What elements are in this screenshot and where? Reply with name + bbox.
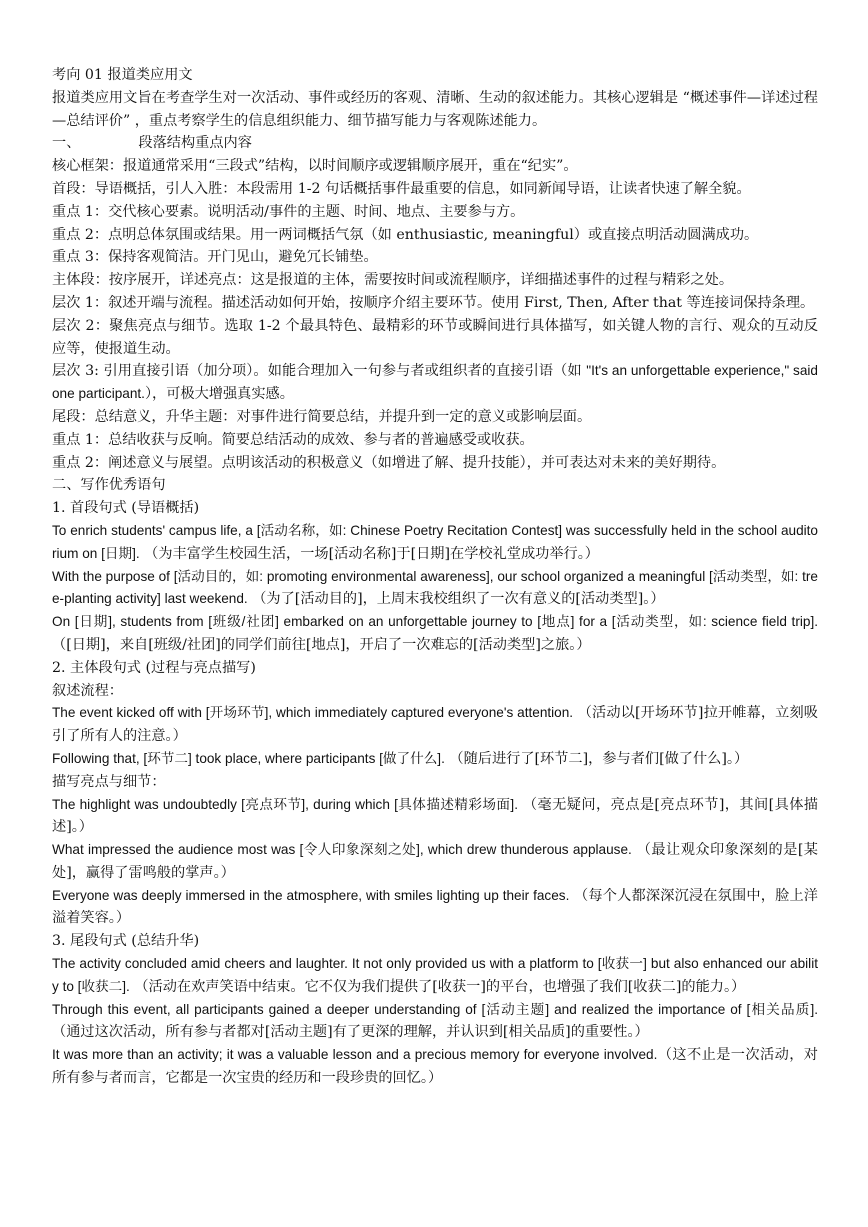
subheading-narrative: 叙述流程： xyxy=(52,682,123,699)
body-level-1: 层次 1：叙述开端与流程。描述活动如何开始，按顺序介绍主要环节。使用 First, Then, After that 等连接词保持条理。 xyxy=(52,294,815,311)
example-en: It was more than an activity; it was a valuable lesson and a precious memory for everyone involved. xyxy=(52,1047,658,1063)
example-en: The highlight was undoubtedly [亮点环节], during which [具体描述精彩场面]. xyxy=(52,796,518,812)
subsection-3-title: 3. 尾段句式 (总结升华) xyxy=(52,933,200,950)
example-sentence xyxy=(52,520,818,566)
example-cn: （活动以[开场环节]拉开帷幕，立刻吸引了所有人的注意。） xyxy=(52,705,818,745)
example-cn: （这不止是一次活动，对所有参与者而言，它都是一次宝贵的经历和一段珍贵的回忆。） xyxy=(52,1047,818,1087)
body-level-3 xyxy=(52,360,818,406)
example-sentence xyxy=(52,794,818,840)
body-level-3-end: ），可极大增强真实感。 xyxy=(144,386,294,403)
example-en: The event kicked off with [开场环节], which immediately captured everyone's attention. xyxy=(52,705,574,721)
example-en: The activity concluded amid cheers and laughter. It not only provided us with a platform to [收获一] but also enhanced our ability to [收获二]. xyxy=(52,956,818,994)
subheading-highlights: 描写亮点与细节： xyxy=(52,773,166,790)
example-en: What impressed the audience most was [令人印象深刻之处], which drew thunderous applause. xyxy=(52,842,632,858)
section-1-title: 段落结构重点内容 xyxy=(138,135,252,152)
example-sentence xyxy=(52,885,818,931)
subsection-2-title: 2. 主体段句式 (过程与亮点描写) xyxy=(52,659,256,676)
example-sentence xyxy=(52,702,818,748)
example-en: To enrich students' campus life, a [活动名称，如: Chinese Poetry Recitation Contest] was successfully held in the school auditorium on [日期]. xyxy=(52,522,818,561)
example-cn: （随后进行了[环节二]，参与者们[做了什么]。） xyxy=(449,750,749,767)
example-cn: （最让观众印象深刻的是[某处]，赢得了雷鸣般的掌声。） xyxy=(52,842,818,881)
subsection-1-title: 1. 首段句式 (导语概括) xyxy=(52,500,200,517)
example-cn: （[日期]，来自[班级/社团]的同学们前往[地点]，开启了一次难忘的[活动类型]之旅。） xyxy=(52,636,591,653)
doc-title: 考向 01 报道类应用文 xyxy=(52,67,193,83)
section-1-heading xyxy=(52,132,818,155)
last-key-1: 重点 1：总结收获与反响。简要总结活动的成效、参与者的普遍感受或收获。 xyxy=(52,431,534,448)
body-paragraph-rule: 主体段：按序展开，详述亮点：这是报道的主体，需要按时间或流程顺序，详细描述事件的过程与精彩之处。 xyxy=(52,272,734,289)
example-sentence xyxy=(52,999,818,1045)
body-level-3-quote: "It's an unforgettable experience," said one participant. xyxy=(52,363,818,402)
example-cn: （每个人都深深沉浸在氛围中，脸上洋溢着笑容。） xyxy=(52,887,818,927)
section-2-heading: 二、写作优秀语句 xyxy=(52,477,166,494)
example-cn: （通过这次活动，所有参与者都对[活动主题]有了更深的理解，并认识到[相关品质]的重要性。） xyxy=(52,1024,649,1041)
example-cn: （为丰富学生校园生活，一场[活动名称]于[日期]在学校礼堂成功举行。） xyxy=(144,545,599,562)
core-framework: 核心框架：报道通常采用“三段式”结构，以时间顺序或逻辑顺序展开，重在“纪实”。 xyxy=(52,158,578,175)
body-level-3-text: 层次 3: 引用直接引语（加分项）。如能合理加入一句参与者或组织者的直接引语（如 xyxy=(52,363,587,380)
example-en: Through this event, all participants gained a deeper understanding of [活动主题] and realized the importance of [相关品质]. xyxy=(52,1001,818,1017)
first-key-1: 重点 1：交代核心要素。说明活动/事件的主题、时间、地点、主要参与方。 xyxy=(52,203,525,220)
example-cn: （活动在欢声笑语中结束。它不仅为我们提供了[收获一]的平台，也增强了我们[收获二]的能力。） xyxy=(134,978,746,995)
section-1-number: 一、 xyxy=(52,135,81,152)
example-sentence xyxy=(52,611,818,657)
example-sentence xyxy=(52,839,818,885)
example-cn: （毫无疑问，亮点是[亮点环节]，其间[具体描述]。） xyxy=(52,796,818,836)
example-en: With the purpose of [活动目的，如: promoting environmental awareness], our school organized a meaningful [活动类型，如: tree-planting activity] last weekend. xyxy=(52,568,818,607)
last-key-2: 重点 2：阐述意义与展望。点明该活动的积极意义（如增进了解、提升技能），并可表达对未来的美好期待。 xyxy=(52,454,726,471)
body-level-2: 层次 2：聚焦亮点与细节。选取 1-2 个最具特色、最精彩的环节或瞬间进行具体描写，如关键人物的言行、观众的互动反应等，使报道生动。 xyxy=(52,317,818,357)
intro-paragraph: 报道类应用文旨在考查学生对一次活动、事件或经历的客观、清晰、生动的叙述能力。其核心逻辑是 “概述事件—详述过程—总结评价” ，重点考察学生的信息组织能力、细节描写能力与客观陈述能力。 xyxy=(52,89,818,129)
example-sentence xyxy=(52,748,818,771)
example-en: Everyone was deeply immersed in the atmosphere, with smiles lighting up their faces. xyxy=(52,887,570,903)
example-sentence xyxy=(52,566,818,612)
first-key-2: 重点 2：点明总体氛围或结果。用一两词概括气氛（如 enthusiastic, meaningful）或直接点明活动圆满成功。 xyxy=(52,226,759,243)
first-key-3: 重点 3：保持客观简洁。开门见山，避免冗长铺垫。 xyxy=(52,249,378,266)
last-paragraph-rule: 尾段：总结意义，升华主题：对事件进行简要总结，并提升到一定的意义或影响层面。 xyxy=(52,408,592,425)
example-sentence xyxy=(52,1044,818,1090)
first-paragraph-rule: 首段：导语概括，引人入胜：本段需用 1-2 句话概括事件最重要的信息，如同新闻导语，让读者快速了解全貌。 xyxy=(52,180,751,197)
example-en: On [日期], students from [班级/社团] embarked on an unforgettable journey to [地点] for a [活动类型，如: science field trip]. xyxy=(52,614,818,630)
example-en: Following that, [环节二] took place, where participants [做了什么]. xyxy=(52,750,445,766)
example-sentence xyxy=(52,953,818,999)
example-cn: （为了[活动目的]，上周末我校组织了一次有意义的[活动类型]。） xyxy=(252,591,665,608)
